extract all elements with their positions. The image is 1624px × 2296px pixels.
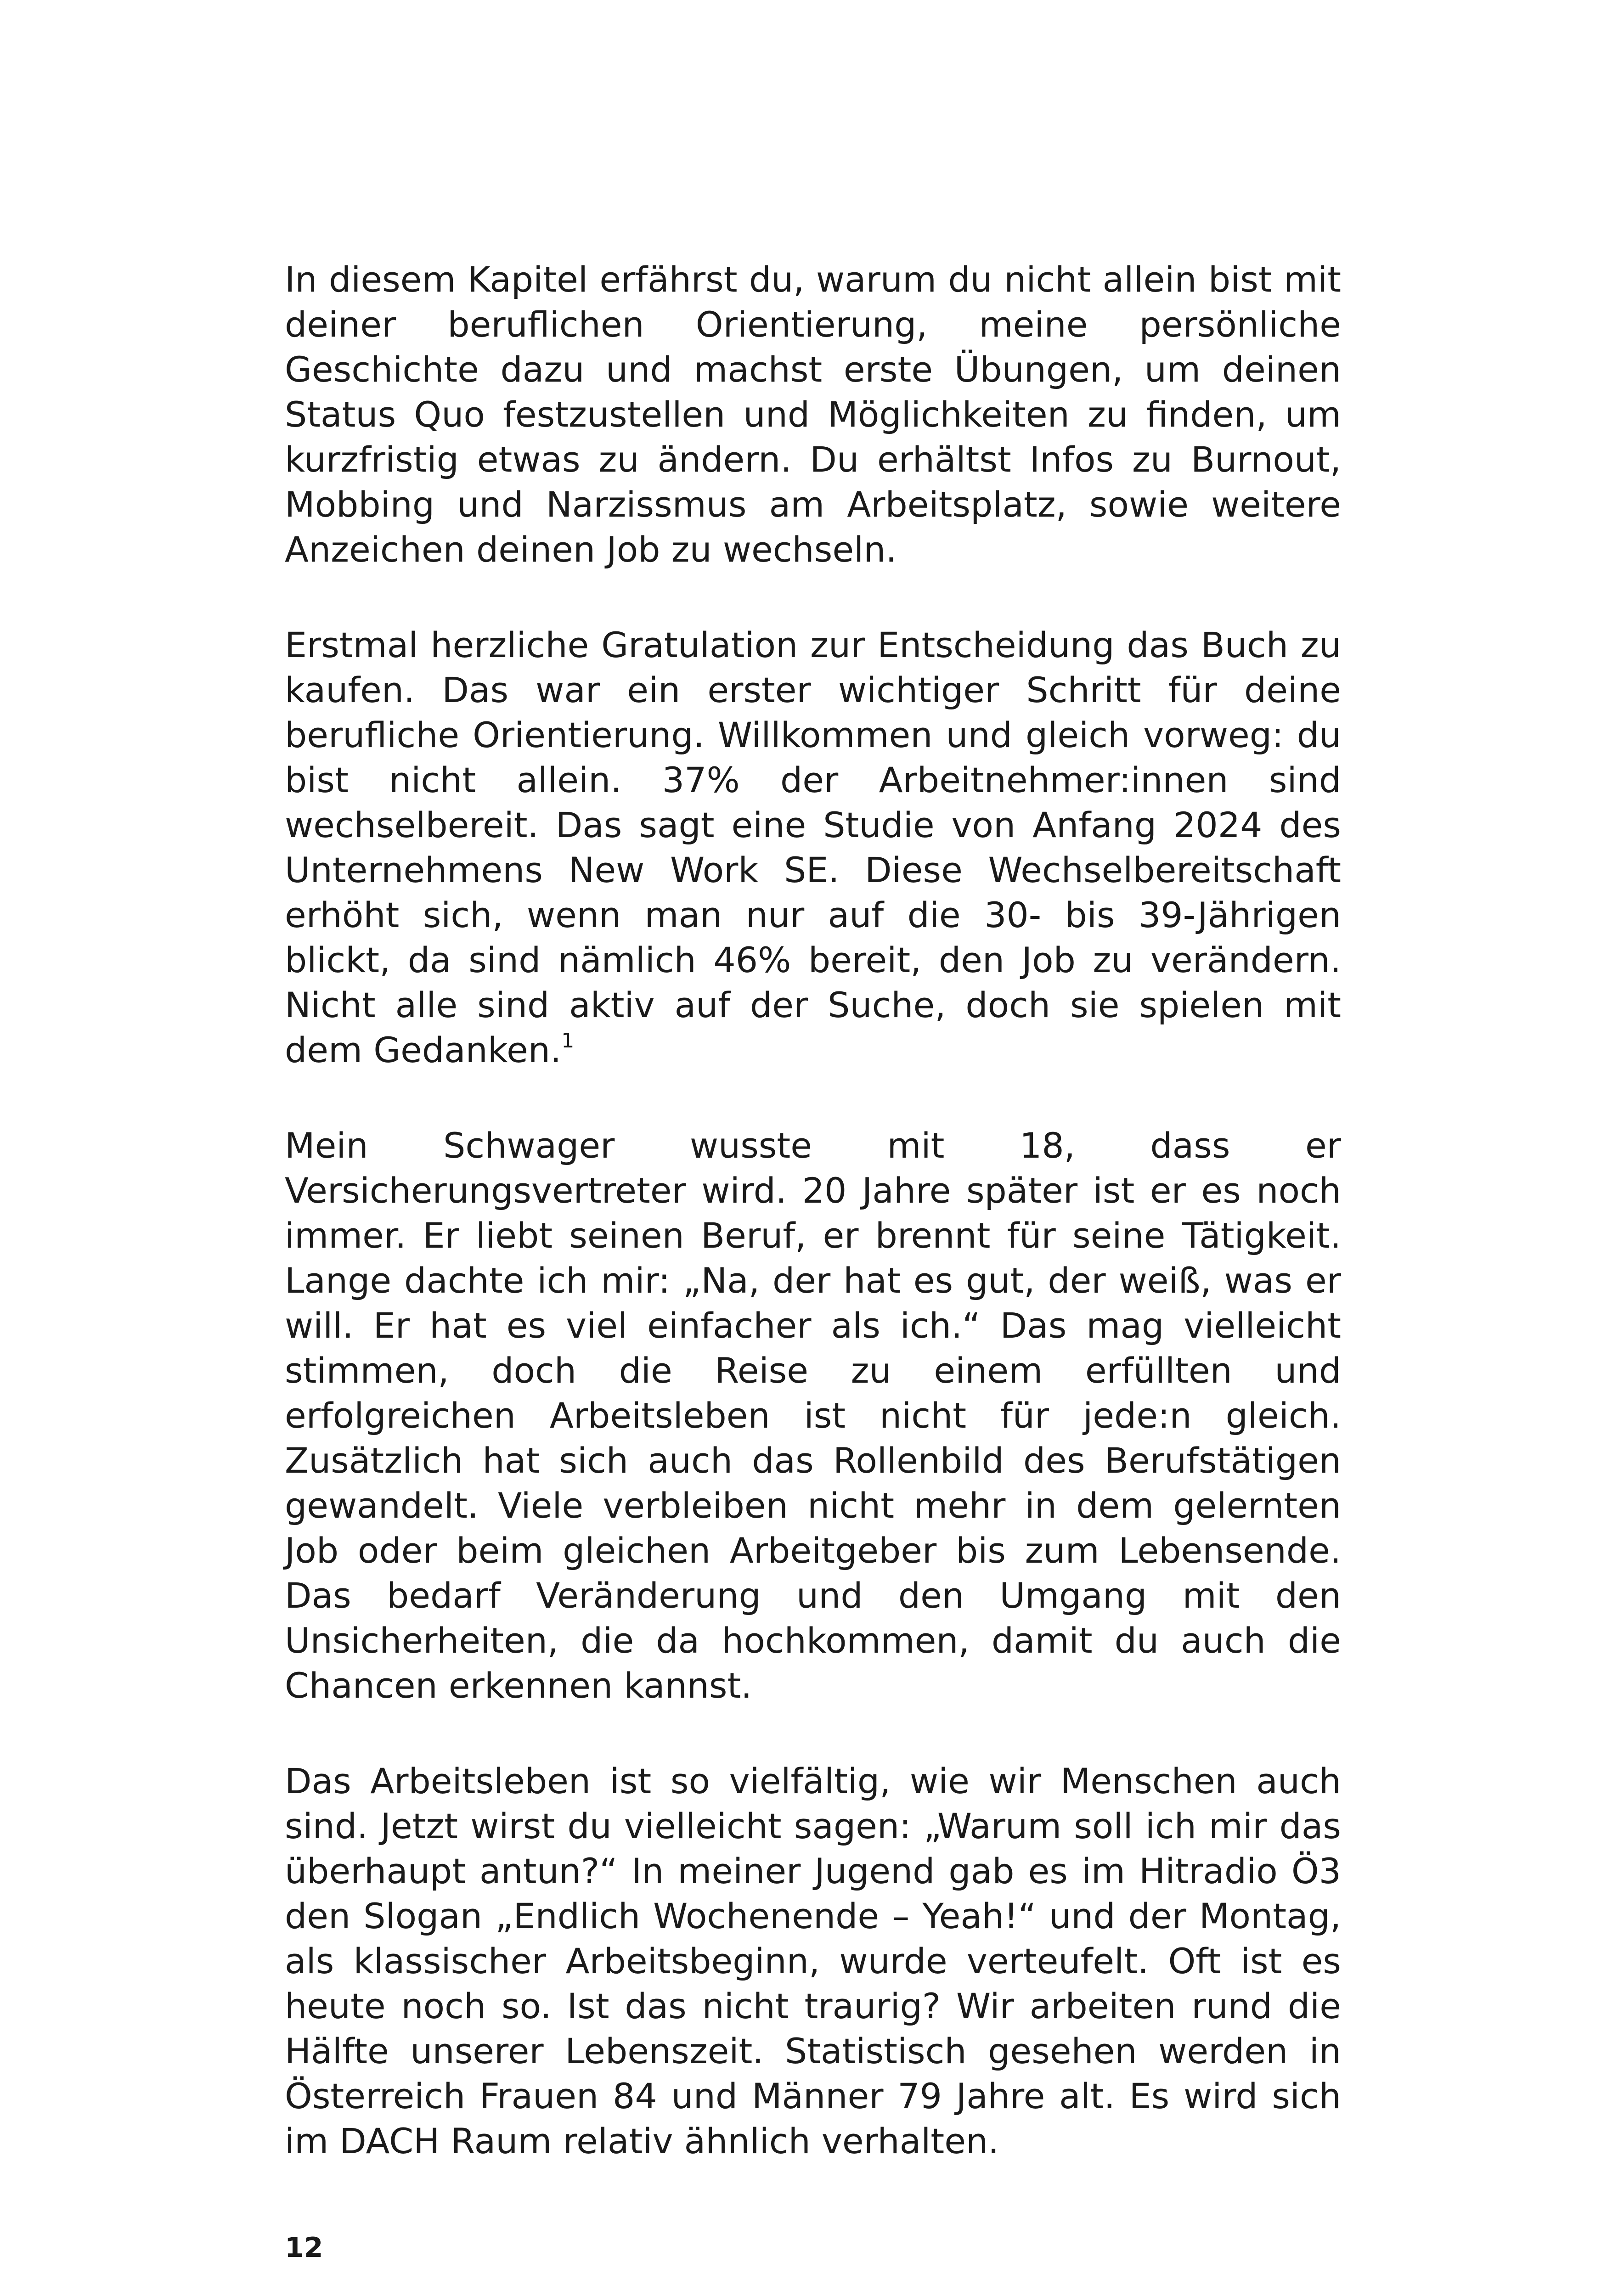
paragraph-intro: In diesem Kapitel erfährst du, warum du nicht allein bist mit deiner beruflichen Orientierung, meine persönliche Geschichte dazu und machst erste Übungen, um deinen Status Quo festzustellen und Möglichkeiten zu finden, um kurzfristig etwas zu ändern. Du erhältst Infos zu Burnout, Mobbing und Narzissmus am Arbeitsplatz, sowie weitere Anzeichen deinen Job zu wechseln. [285, 259, 1341, 570]
body-text [285, 257, 1341, 2164]
paragraph-gratulation-text: Erstmal herzliche Gratulation zur Entscheidung das Buch zu kaufen. Das war ein erster wichtiger Schritt für deine berufliche Orientierung. Willkommen und gleich vorweg: du bist nicht allein. 37% der Arbeitnehmer:innen sind wechselbereit. Das sagt eine Studie von Anfang 2024 des Unternehmens New Work SE. Diese Wechselbereitschaft erhöht sich, wenn man nur auf die 30- bis 39-Jährigen blickt, da sind nämlich 46% bereit, den Job zu verändern. Nicht alle sind aktiv auf der Suche, doch sie spielen mit dem Gedanken. [285, 625, 1341, 1070]
paragraph-arbeitsleben: Das Arbeitsleben ist so vielfältig, wie wir Menschen auch sind. Jetzt wirst du vielleicht sagen: „Warum soll ich mir das überhaupt antun?“ In meiner Jugend gab es im Hitradio Ö3 den Slogan „Endlich Wochenende – Yeah!“ und der Montag, als klassischer Arbeitsbeginn, wurde verteufelt. Oft ist es heute noch so. Ist das nicht traurig? Wir arbeiten rund die Hälfte unserer Lebenszeit. Statistisch gesehen werden in Österreich Frauen 84 und Männer 79 Jahre alt. Es wird sich im DACH Raum relativ ähnlich verhalten. [285, 1761, 1341, 2161]
footnote-reference: 1 [561, 1029, 575, 1052]
page-number: 12 [285, 2232, 323, 2264]
paragraph-gratulation [285, 623, 1341, 1073]
paragraph-schwager: Mein Schwager wusste mit 18, dass er Versicherungsvertreter wird. 20 Jahre später ist er es noch immer. Er liebt seinen Beruf, er brennt für seine Tätigkeit. Lange dachte ich mir: „Na, der hat es gut, der weiß, was er will. Er hat es viel einfacher als ich.“ Das mag vielleicht stimmen, doch die Reise zu einem erfüllten und erfolgreichen Arbeitsleben ist nicht für jede:n gleich. Zusätzlich hat sich auch das Rollenbild des Berufstätigen gewandelt. Viele verbleiben nicht mehr in dem gelernten Job oder beim gleichen Arbeitgeber bis zum Lebensende. Das bedarf Veränderung und den Umgang mit den Unsicherheiten, die da hochkommen, damit du auch die Chancen erkennen kannst. [285, 1125, 1341, 1706]
